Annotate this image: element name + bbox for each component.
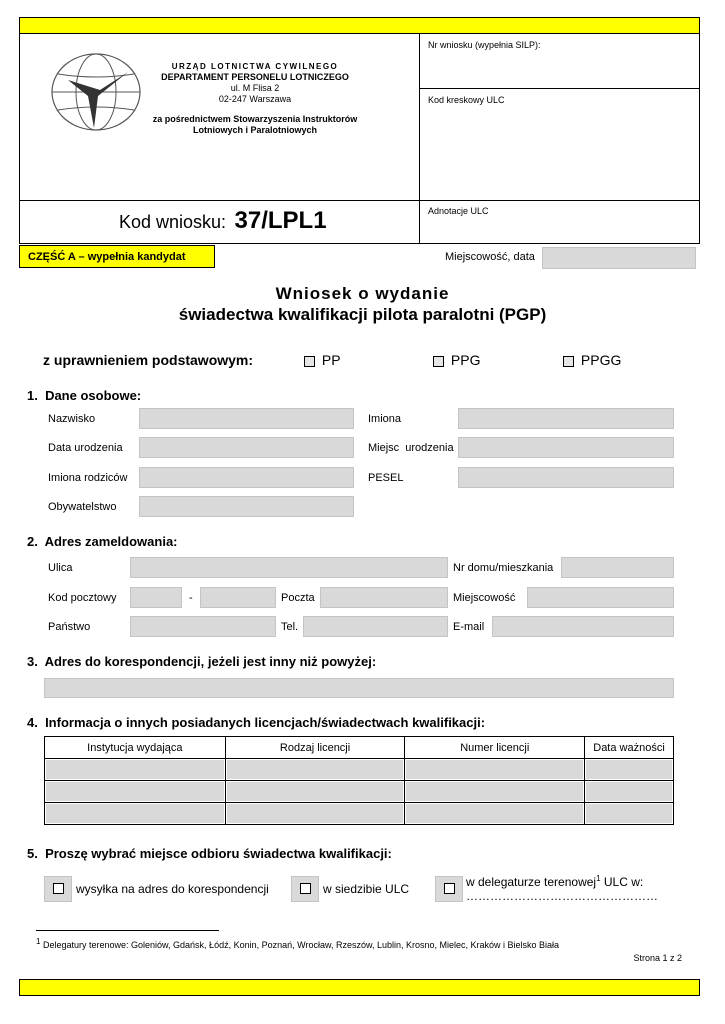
pickup-delegation-suffix: ULC w:: [600, 875, 644, 889]
pesel-label: PESEL: [368, 472, 404, 484]
kod-pocztowy-field-1[interactable]: [130, 587, 182, 608]
intermediary-line1: za pośrednictwem Stowarzyszenia Instruktorów: [152, 114, 358, 124]
pickup-option-delegation[interactable]: [435, 874, 675, 904]
tel-field[interactable]: [303, 616, 448, 637]
email-field[interactable]: [492, 616, 674, 637]
pickup-option-headquarters[interactable]: [291, 876, 421, 902]
panstwo-label: Państwo: [48, 621, 91, 633]
table-cell[interactable]: [405, 803, 585, 825]
ulica-field[interactable]: [130, 557, 448, 578]
bottom-yellow-bar: [19, 979, 700, 996]
column-header-institution: Instytucja wydająca: [45, 737, 226, 759]
table-cell[interactable]: [585, 781, 674, 803]
header-divider-h1: [419, 88, 700, 89]
ppg-label: PPG: [450, 352, 481, 368]
org-name: URZĄD LOTNICTWA CYWILNEGO: [171, 62, 339, 71]
delegation-city-blank[interactable]: …………………………………………: [466, 889, 658, 903]
correspondence-address-field[interactable]: [44, 678, 674, 698]
table-cell[interactable]: [45, 781, 226, 803]
ppgg-label: PPGG: [580, 352, 622, 368]
section2-title: 2. Adres zameldowania:: [27, 534, 178, 549]
table-cell[interactable]: [405, 781, 585, 803]
table-row: [45, 781, 674, 803]
poczta-field[interactable]: [320, 587, 448, 608]
pp-label: PP: [321, 352, 341, 368]
intermediary-line2: Lotniowych i Paralotniowych: [192, 125, 317, 135]
table-cell[interactable]: [405, 759, 585, 781]
licenses-table: [44, 736, 674, 825]
pickup-option-mail[interactable]: [44, 876, 276, 902]
miejscowosc-field[interactable]: [527, 587, 674, 608]
imiona-rodzicow-label: Imiona rodziców: [48, 472, 128, 484]
part-a-label: CZĘŚĆ A – wypełnia kandydat: [19, 245, 215, 268]
kod-pocztowy-label: Kod pocztowy: [48, 592, 117, 604]
data-urodzenia-field[interactable]: [139, 437, 354, 458]
table-row: [45, 803, 674, 825]
kod-wniosku: [119, 207, 327, 235]
pickup-mail-checkbox[interactable]: [53, 883, 64, 894]
street-address: ul. M Flisa 2: [230, 83, 280, 93]
city-address: 02-247 Warszawa: [218, 94, 292, 104]
nazwisko-field[interactable]: [139, 408, 354, 429]
imiona-rodzicow-field[interactable]: [139, 467, 354, 488]
pp-checkbox[interactable]: [304, 356, 315, 367]
section3-title: 3. Adres do korespondencji, jeżeli jest inny niż powyżej:: [27, 654, 377, 669]
table-row: [45, 759, 674, 781]
column-header-license-number: Numer licencji: [405, 737, 585, 759]
privilege-ppg[interactable]: [433, 352, 480, 368]
title-line2: świadectwa kwalifikacji pilota paralotni (PGP): [178, 305, 547, 324]
nr-domu-field[interactable]: [561, 557, 674, 578]
footnote: [36, 937, 559, 950]
miejscowosc-label: Miejscowość: [453, 592, 516, 604]
footnote-separator: [36, 930, 219, 931]
panstwo-field[interactable]: [130, 616, 276, 637]
kod-kreskowy-label: Kod kreskowy ULC: [428, 95, 505, 105]
table-cell[interactable]: [585, 759, 674, 781]
table-cell[interactable]: [225, 759, 405, 781]
section4-title: 4. Informacja o innych posiadanych licencjach/świadectwach kwalifikacji:: [27, 715, 486, 730]
miejscowosc-data-field[interactable]: [542, 247, 696, 269]
data-urodzenia-label: Data urodzenia: [48, 442, 123, 454]
footnote-ref: 1: [596, 874, 601, 883]
column-header-expiry-date: Data ważności: [585, 737, 674, 759]
pickup-delegation-label: w delegaturze terenowej: [466, 875, 597, 889]
poczta-label: Poczta: [281, 592, 315, 604]
nr-wniosku-label: Nr wniosku (wypełnia SILP):: [428, 40, 541, 50]
table-cell[interactable]: [225, 781, 405, 803]
section5-title: 5. Proszę wybrać miejsce odbioru świadectwa kwalifikacji:: [27, 846, 392, 861]
column-header-license-type: Rodzaj licencji: [225, 737, 405, 759]
table-cell[interactable]: [45, 759, 226, 781]
ppg-checkbox[interactable]: [433, 356, 444, 367]
obywatelstwo-label: Obywatelstwo: [48, 501, 117, 513]
adnotacje-label: Adnotacje ULC: [428, 206, 489, 216]
kod-wniosku-label: Kod wniosku:: [119, 212, 227, 232]
section1-title: 1. Dane osobowe:: [27, 388, 142, 403]
table-cell[interactable]: [45, 803, 226, 825]
footnote-text: Delegatury terenowe: Goleniów, Gdańsk, Łódź, Konin, Poznań, Wrocław, Rzeszów, Lublin, Krosno, Mielec, Kraków i Bielsko Biała: [42, 940, 560, 950]
privilege-pp[interactable]: [304, 352, 341, 368]
kod-pocztowy-dash: -: [189, 592, 193, 604]
page-number: Strona 1 z 2: [633, 953, 682, 963]
nazwisko-label: Nazwisko: [48, 413, 96, 425]
table-cell[interactable]: [225, 803, 405, 825]
email-label: E-mail: [453, 621, 485, 633]
licenses-table-header: [45, 737, 674, 759]
imiona-field[interactable]: [458, 408, 674, 429]
pickup-hq-checkbox[interactable]: [300, 883, 311, 894]
ulc-logo: [48, 50, 144, 134]
pesel-field[interactable]: [458, 467, 674, 488]
header-divider: [419, 33, 420, 244]
nr-domu-label: Nr domu/mieszkania: [453, 562, 554, 574]
pickup-delegation-checkbox[interactable]: [444, 883, 455, 894]
footnote-marker: 1: [36, 937, 41, 946]
ppgg-checkbox[interactable]: [563, 356, 574, 367]
header-divider-h2: [19, 200, 700, 201]
privilege-label: z uprawnieniem podstawowym:: [43, 352, 254, 368]
kod-wniosku-value: 37/LPL1: [234, 207, 327, 234]
title-line1: Wniosek o wydanie: [275, 284, 450, 303]
department-name: DEPARTAMENT PERSONELU LOTNICZEGO: [161, 72, 349, 82]
miejsce-urodzenia-label: Miejsc urodzenia: [368, 442, 454, 454]
miejscowosc-data-label: Miejscowość, data: [445, 251, 535, 263]
table-cell[interactable]: [585, 803, 674, 825]
pickup-mail-label: wysyłka na adres do korespondencji: [76, 882, 269, 896]
miejsce-urodzenia-field[interactable]: [458, 437, 674, 458]
pickup-hq-label: w siedzibie ULC: [323, 882, 410, 896]
privilege-ppgg[interactable]: [563, 352, 621, 368]
kod-pocztowy-field-2[interactable]: [200, 587, 276, 608]
tel-label: Tel.: [281, 621, 299, 633]
ulica-label: Ulica: [48, 562, 73, 574]
obywatelstwo-field[interactable]: [139, 496, 354, 517]
top-yellow-bar: [19, 17, 700, 34]
imiona-label: Imiona: [368, 413, 402, 425]
